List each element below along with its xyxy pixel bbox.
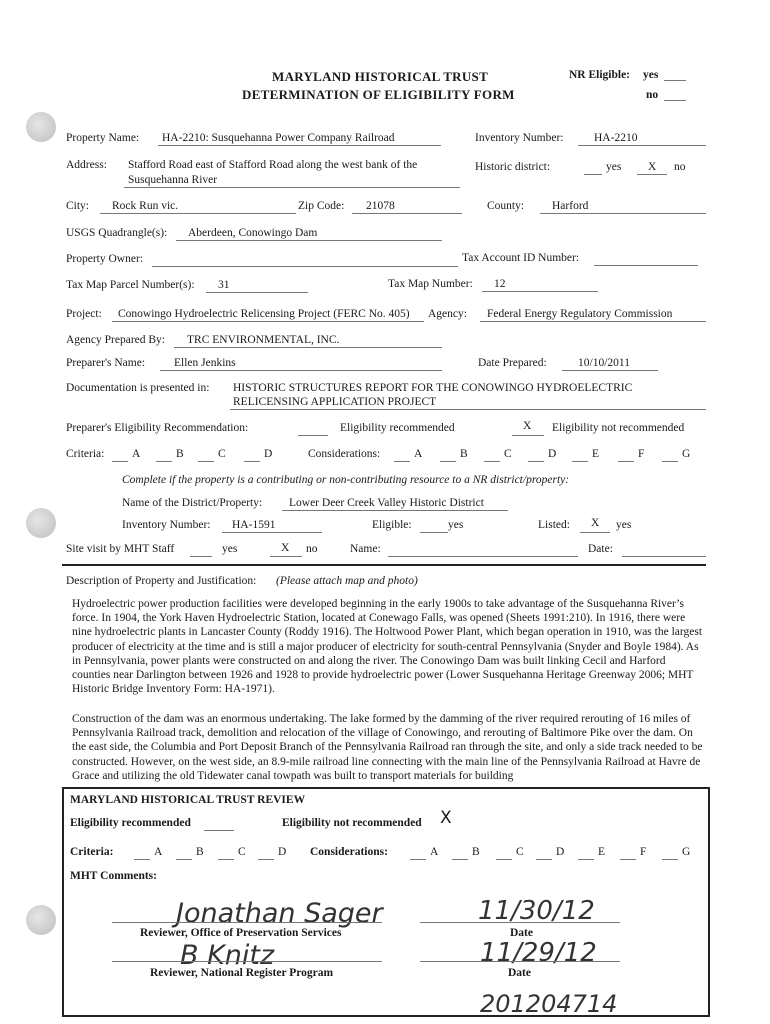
- eligibility-not-recommended: Eligibility not recommended: [552, 422, 685, 434]
- agency-value: Federal Energy Regulatory Commission: [487, 308, 673, 320]
- considerations-letter-g: G: [682, 448, 691, 460]
- review-considerations-blank-g[interactable]: [662, 859, 678, 860]
- nr-no-blank[interactable]: [664, 100, 686, 101]
- eligible-blank[interactable]: [420, 532, 448, 533]
- considerations-blank-b[interactable]: [440, 461, 456, 462]
- criteria-blank-c[interactable]: [198, 461, 214, 462]
- review-criteria-letter-d: D: [278, 846, 287, 858]
- review-criteria-label: Criteria:: [70, 846, 114, 858]
- description-paragraph-1: Hydroelectric power production facilities were developed beginning in the early 1900s to take advantage of the Susquehanna River’s force. In 1904, the York Haven Hydroelectric Station, located at Conewago Falls, was opened (Sheets 1991:210). In 1916, there were nine hydroelectric plants in Lancaster County (Roddy 1916). The Holtwood Power Plant, which began operation in 1910, was the largest producer of electricity at the time and is still a major producer of electricity for south-central Pennsylvania (Snyder and Boyle 1984). As in Pennsylvania, power plants were constructed on and along the river. The Conowingo Dam was built linking Cecil and Harford counties near Darlington between 1926 and 1928 to provide hydroelectric power (Lower Susquehanna Heritage Greenway 2006; MHT Historic Bridge Inventory Form: HA-1971).: [72, 598, 703, 696]
- criteria-blank-b[interactable]: [156, 461, 172, 462]
- review-eligibility-recommended: Eligibility recommended: [70, 817, 191, 829]
- elig-not-blank[interactable]: [512, 435, 544, 436]
- listed-yes: yes: [616, 519, 632, 531]
- agency-prepared-label: Agency Prepared By:: [66, 334, 165, 346]
- reviewer2-signature-line[interactable]: [112, 961, 382, 962]
- parcel-line[interactable]: [206, 292, 308, 293]
- review-criteria-letter-a: A: [154, 846, 163, 858]
- elig-rec-blank[interactable]: [298, 435, 328, 436]
- reviewer1-signature-line[interactable]: [112, 922, 382, 923]
- inventory2-label: Inventory Number:: [122, 519, 211, 531]
- inventory-number-label: Inventory Number:: [475, 132, 564, 144]
- review-criteria-blank-b[interactable]: [176, 859, 192, 860]
- review-criteria-letter-c: C: [238, 846, 246, 858]
- considerations-letter-b: B: [460, 448, 468, 460]
- reviewer1-date-line[interactable]: [420, 922, 620, 923]
- inventory-number-line[interactable]: [578, 145, 706, 146]
- project-line[interactable]: [112, 321, 424, 322]
- property-owner-label: Property Owner:: [66, 253, 143, 265]
- review-considerations-letter-e: E: [598, 846, 606, 858]
- record-stamp-number: 201204714: [480, 990, 618, 1018]
- tax-account-label: Tax Account ID Number:: [462, 252, 580, 264]
- review-criteria-blank-a[interactable]: [134, 859, 150, 860]
- reviewer2-date-line[interactable]: [420, 961, 620, 962]
- review-considerations-letter-g: G: [682, 846, 691, 858]
- form-title-line2: DETERMINATION OF ELIGIBILITY FORM: [242, 87, 515, 102]
- address-line[interactable]: [124, 187, 460, 188]
- review-considerations-letter-d: D: [556, 846, 565, 858]
- review-considerations-blank-d[interactable]: [536, 859, 552, 860]
- hd-yes-blank[interactable]: [584, 174, 602, 175]
- considerations-letter-f: F: [638, 448, 645, 460]
- address-line2: Susquehanna River: [128, 174, 218, 186]
- reviewer2-date-handwritten: 11/29/12: [480, 938, 597, 968]
- criteria-blank-d[interactable]: [244, 461, 260, 462]
- binder-hole-top: [26, 112, 56, 142]
- site-date-label: Date:: [588, 543, 613, 555]
- district-line[interactable]: [282, 510, 508, 511]
- city-line[interactable]: [100, 213, 296, 214]
- review-criteria-blank-c[interactable]: [218, 859, 234, 860]
- address-line1: Stafford Road east of Stafford Road along the west bank of the: [128, 159, 418, 171]
- complete-note: Complete if the property is a contributing or non-contributing resource to a NR district/property:: [122, 474, 570, 486]
- date-prepared-line[interactable]: [562, 370, 658, 371]
- usgs-value: Aberdeen, Conowingo Dam: [188, 227, 318, 239]
- binder-hole-bottom: [26, 905, 56, 935]
- documentation-label: Documentation is presented in:: [66, 382, 210, 394]
- address-label: Address:: [66, 159, 107, 171]
- description-label: Description of Property and Justification:: [66, 575, 257, 587]
- nr-eligible-label: NR Eligible:: [569, 69, 631, 81]
- site-visit-yes: yes: [222, 543, 238, 555]
- eligible-yes: yes: [448, 519, 464, 531]
- eligibility-recommendation-label: Preparer's Eligibility Recommendation:: [66, 422, 249, 434]
- city-label: City:: [66, 200, 90, 212]
- parcel-label: Tax Map Parcel Number(s):: [66, 279, 195, 291]
- site-date-line[interactable]: [622, 556, 706, 557]
- tax-map-label: Tax Map Number:: [388, 278, 473, 290]
- agency-prepared-value: TRC ENVIRONMENTAL, INC.: [187, 334, 340, 346]
- site-visit-no: no: [306, 543, 318, 555]
- inventory-number-value: HA-2210: [594, 132, 638, 144]
- criteria-letter-b: B: [176, 448, 184, 460]
- eligible-label: Eligible:: [372, 519, 412, 531]
- considerations-blank-d[interactable]: [528, 461, 544, 462]
- site-name-line[interactable]: [388, 556, 578, 557]
- considerations-blank-g[interactable]: [662, 461, 678, 462]
- eligibility-not-x: X: [523, 420, 532, 432]
- considerations-letter-d: D: [548, 448, 557, 460]
- considerations-blank-f[interactable]: [618, 461, 634, 462]
- review-eligibility-not-recommended: Eligibility not recommended: [282, 817, 422, 829]
- form-title-line1: MARYLAND HISTORICAL TRUST: [272, 69, 489, 84]
- documentation-line1: HISTORIC STRUCTURES REPORT FOR THE CONOWINGO HYDROELECTRIC: [233, 382, 633, 394]
- review-considerations-letter-c: C: [516, 846, 524, 858]
- historic-district-no: no: [674, 161, 686, 173]
- binder-hole-middle: [26, 508, 56, 538]
- review-considerations-blank-e[interactable]: [578, 859, 594, 860]
- review-criteria-blank-d[interactable]: [258, 859, 274, 860]
- tax-account-line[interactable]: [594, 265, 698, 266]
- review-considerations-blank-f[interactable]: [620, 859, 636, 860]
- criteria-letter-c: C: [218, 448, 226, 460]
- property-name-value: HA-2210: Susquehanna Power Company Railroad: [162, 132, 395, 144]
- review-not-x: X: [440, 808, 452, 828]
- zip-line[interactable]: [352, 213, 462, 214]
- review-criteria-letter-b: B: [196, 846, 204, 858]
- district-label: Name of the District/Property:: [122, 497, 263, 509]
- inventory2-line[interactable]: [222, 532, 322, 533]
- zip-value: 21078: [366, 200, 395, 212]
- considerations-letter-a: A: [414, 448, 423, 460]
- hd-no-blank[interactable]: [637, 174, 667, 175]
- listed-x: X: [591, 517, 600, 529]
- preparer-name-label: Preparer's Name:: [66, 357, 146, 369]
- agency-label: Agency:: [428, 308, 467, 320]
- preparer-name-value: Ellen Jenkins: [174, 357, 236, 369]
- considerations-letter-e: E: [592, 448, 600, 460]
- description-note: (Please attach map and photo): [276, 575, 418, 587]
- city-value: Rock Run vic.: [112, 200, 179, 212]
- review-considerations-letter-b: B: [472, 846, 480, 858]
- historic-district-x: X: [648, 161, 657, 173]
- nr-eligible-no: no: [646, 89, 659, 101]
- considerations-blank-a[interactable]: [394, 461, 410, 462]
- county-line[interactable]: [540, 213, 706, 214]
- property-name-line[interactable]: [158, 145, 441, 146]
- county-value: Harford: [552, 200, 589, 212]
- historic-district-label: Historic district:: [475, 161, 551, 173]
- site-yes-blank[interactable]: [190, 556, 212, 557]
- reviewer1-signature: Jonathan Sager: [176, 898, 383, 929]
- site-name-label: Name:: [350, 543, 381, 555]
- documentation-line2: RELICENSING APPLICATION PROJECT: [233, 396, 437, 408]
- criteria-letter-d: D: [264, 448, 273, 460]
- eligibility-recommended: Eligibility recommended: [340, 422, 455, 434]
- historic-district-yes: yes: [606, 161, 622, 173]
- review-considerations-letter-f: F: [640, 846, 647, 858]
- review-considerations-blank-c[interactable]: [496, 859, 512, 860]
- reviewer2-label: Reviewer, National Register Program: [150, 967, 334, 979]
- parcel-value: 31: [218, 279, 230, 291]
- agency-line[interactable]: [480, 321, 706, 322]
- reviewer1-label: Reviewer, Office of Preservation Services: [140, 927, 342, 939]
- review-elig-rec-blank[interactable]: [204, 830, 234, 831]
- usgs-line[interactable]: [176, 240, 442, 241]
- criteria-blank-a[interactable]: [112, 461, 128, 462]
- reviewer1-date-label: Date: [510, 927, 533, 939]
- review-considerations-blank-b[interactable]: [452, 859, 468, 860]
- zip-label: Zip Code:: [298, 200, 345, 212]
- nr-eligible-yes: yes: [643, 69, 659, 81]
- listed-label: Listed:: [538, 519, 570, 531]
- district-value: Lower Deer Creek Valley Historic District: [289, 497, 484, 509]
- review-considerations-blank-a[interactable]: [410, 859, 426, 860]
- tax-map-line[interactable]: [482, 291, 598, 292]
- date-prepared-value: 10/10/2011: [578, 357, 630, 369]
- nr-yes-blank[interactable]: [664, 80, 686, 81]
- property-name-label: Property Name:: [66, 132, 140, 144]
- reviewer2-signature: B Knitz: [180, 940, 275, 971]
- date-prepared-label: Date Prepared:: [478, 357, 547, 369]
- criteria-letter-a: A: [132, 448, 141, 460]
- considerations-label: Considerations:: [308, 448, 381, 460]
- considerations-blank-e[interactable]: [572, 461, 588, 462]
- tax-map-value: 12: [494, 278, 506, 290]
- site-no-blank[interactable]: [270, 556, 302, 557]
- review-considerations-letter-a: A: [430, 846, 439, 858]
- review-title: MARYLAND HISTORICAL TRUST REVIEW: [70, 794, 306, 806]
- project-label: Project:: [66, 308, 102, 320]
- reviewer2-date-label: Date: [508, 967, 531, 979]
- review-considerations-label: Considerations:: [310, 846, 388, 858]
- reviewer1-date-handwritten: 11/30/12: [478, 896, 595, 926]
- preparer-name-line[interactable]: [160, 370, 442, 371]
- project-value: Conowingo Hydroelectric Relicensing Project (FERC No. 405): [118, 308, 410, 320]
- listed-blank[interactable]: [580, 532, 610, 533]
- site-visit-label: Site visit by MHT Staff: [66, 543, 175, 555]
- county-label: County:: [487, 200, 525, 212]
- considerations-letter-c: C: [504, 448, 512, 460]
- considerations-blank-c[interactable]: [484, 461, 500, 462]
- documentation-line[interactable]: [230, 409, 706, 410]
- site-visit-x: X: [281, 542, 290, 554]
- inventory2-value: HA-1591: [232, 519, 276, 531]
- usgs-label: USGS Quadrangle(s):: [66, 227, 168, 239]
- criteria-label: Criteria:: [66, 448, 105, 460]
- mht-comments-label: MHT Comments:: [70, 870, 157, 882]
- section-divider: [62, 564, 706, 566]
- description-paragraph-2: Construction of the dam was an enormous undertaking. The lake formed by the damming of the river required rerouting of 16 miles of Pennsylvania Railroad track, demolition and relocation of the village of Conowingo, and rerouting of Baltimore Pike over the dam. On the east side, the Columbia and Port Deposit Branch of the Pennsylvania Railroad ran through the site, and only a side track needed to be constructed. However, on the west side, an 8.9-mile railroad line connecting with the main line of the Pennsylvania Railroad at Havre de Grace and utilizing the old Tidewater canal towpath was built to transport materials for building: [72, 713, 703, 782]
- property-owner-line[interactable]: [152, 266, 458, 267]
- agency-prepared-line[interactable]: [174, 347, 442, 348]
